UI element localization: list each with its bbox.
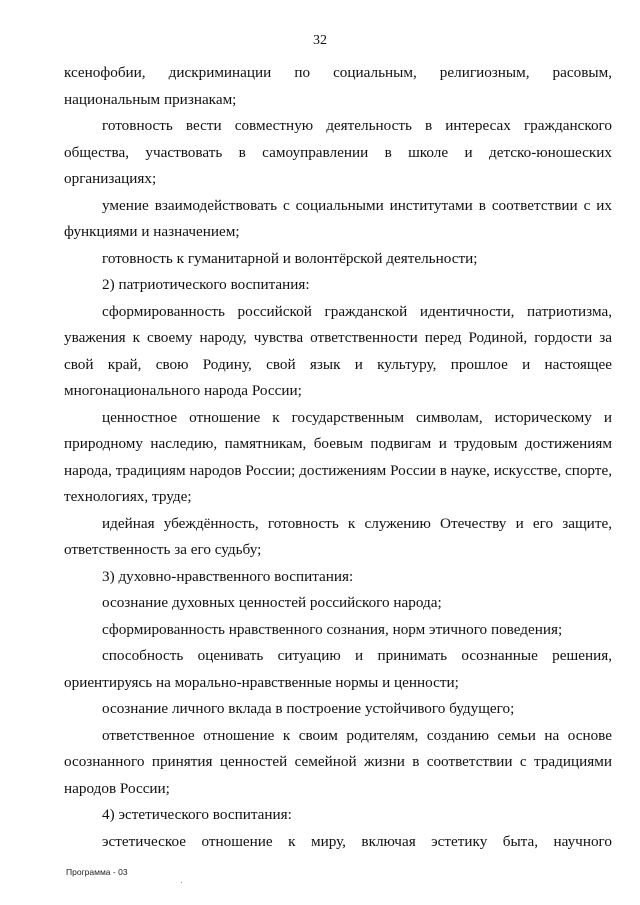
paragraph: умение взаимодействовать с социальными институтами в соответствии с их функциями и назначением; [64,196,612,240]
paragraph: ксенофобии, дискриминации по социальным, религиозным, расовым, национальным признакам; [64,64,612,108]
paragraph: сформированность нравственного сознания, норм этичного поведения; [102,620,563,638]
paragraph: готовность к гуманитарной и волонтёрской деятельности; [102,249,478,267]
section-heading: 2) патриотического воспитания: [102,276,310,293]
scan-speck [181,882,182,883]
paragraph: способность оценивать ситуацию и принимать осознанные решения, ориентируясь на морально-нравственные нормы и ценности; [64,647,612,691]
document-body [64,60,612,855]
paragraph: идейная убеждённость, готовность к служению Отечеству и его защите, ответственность за его судьбу; [64,514,612,558]
paragraph: осознание духовных ценностей российского народа; [102,594,442,611]
section-heading: 4) эстетического воспитания: [102,806,292,823]
paragraph: осознание личного вклада в построение устойчивого будущего; [102,700,515,717]
page-number: 32 [313,33,327,48]
paragraph: готовность вести совместную деятельность в интересах гражданского общества, участвовать в самоуправлении в школе и детско-юношеских организациях; [64,117,612,187]
paragraph: эстетическое отношение к миру, включая эстетику быта, научного [102,832,612,850]
section-heading: 3) духовно-нравственного воспитания: [102,567,354,585]
document-footer: Программа - 03 [66,867,128,877]
paragraph: ценностное отношение к государственным символам, историческому и природному наследию, памятникам, боевым подвигам и трудовым достижениям народа, традициям народов России; достижениям России в науке, искусстве, спорте, технологиях, труде; [64,408,612,505]
paragraph: сформированность российской гражданской идентичности, патриотизма, уважения к своему народу, чувства ответственности перед Родиной, гордости за свой край, свою Родину, свой язык и культуру, прошлое и настоящее многонационального народа России; [64,302,612,399]
paragraph: ответственное отношение к своим родителям, созданию семьи на основе осознанного принятия ценностей семейной жизни в соответствии с традициями народов России; [64,726,612,797]
